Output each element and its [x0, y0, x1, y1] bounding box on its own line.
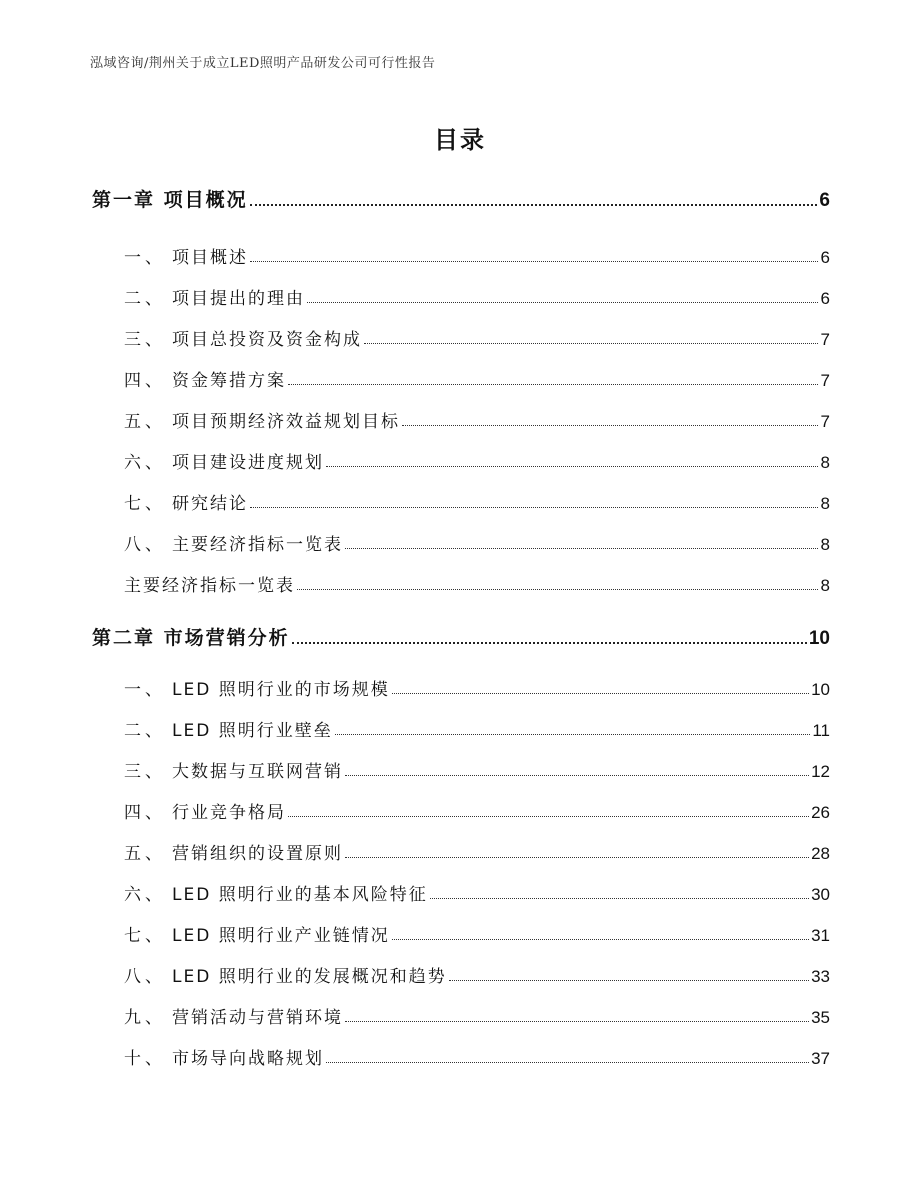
toc-page-number: 10: [808, 628, 830, 649]
dot-leader: [288, 815, 809, 817]
toc-entry-label: 大数据与互联网营销: [172, 762, 343, 782]
toc-page-number: 31: [811, 926, 830, 945]
toc-page-number: 33: [811, 967, 830, 986]
dot-leader: [345, 1020, 809, 1022]
dot-leader: [307, 301, 818, 303]
toc-entry-number: 一、: [124, 248, 166, 268]
toc-chapter-label: 第二章 市场营销分析: [92, 627, 290, 649]
toc-page-number: 8: [820, 576, 830, 595]
toc-page-number: 7: [820, 371, 830, 390]
running-header: 泓域咨询/荆州关于成立LED照明产品研发公司可行性报告: [90, 56, 436, 71]
toc-entry[interactable]: [92, 326, 830, 350]
toc-entry[interactable]: [92, 285, 830, 309]
toc-entry-label: LED 照明行业产业链情况: [172, 926, 390, 946]
toc-entry-label: 行业竞争格局: [172, 803, 286, 823]
toc-page-number: 10: [811, 680, 830, 699]
toc-entry-label: LED 照明行业的发展概况和趋势: [172, 967, 447, 987]
toc-entry-label: 项目建设进度规划: [172, 453, 324, 473]
toc-entry[interactable]: [92, 1004, 830, 1028]
toc-entry-number: 七、: [124, 494, 166, 514]
toc-entry-label: 研究结论: [172, 494, 248, 514]
toc-page-number: 12: [811, 762, 830, 781]
toc-entry[interactable]: [92, 1045, 830, 1069]
dot-leader: [392, 938, 809, 940]
toc-page-number: 26: [811, 803, 830, 822]
toc-chapter-1[interactable]: [92, 184, 830, 212]
dot-leader: [250, 506, 818, 508]
toc-entry-number: 六、: [124, 453, 166, 473]
toc-entry-table[interactable]: [92, 572, 830, 596]
toc-entry[interactable]: [92, 840, 830, 864]
toc-entry-label: 资金筹措方案: [172, 371, 286, 391]
toc-chapter-2[interactable]: [92, 622, 830, 650]
toc-entry[interactable]: [92, 449, 830, 473]
toc-entry-label: LED 照明行业的市场规模: [172, 680, 390, 700]
toc-page-number: 8: [820, 453, 830, 472]
dot-leader: [345, 856, 809, 858]
toc-entry-number: 一、: [124, 680, 166, 700]
toc-page-number: 6: [820, 248, 830, 267]
toc-entry-label: 主要经济指标一览表: [124, 576, 295, 596]
dot-leader: [250, 203, 818, 206]
toc-entry-number: 九、: [124, 1008, 166, 1028]
toc-entry[interactable]: [92, 676, 830, 700]
toc-entry-label: LED 照明行业的基本风险特征: [172, 885, 428, 905]
toc-entry[interactable]: [92, 717, 830, 741]
dot-leader: [345, 547, 818, 549]
toc-entry-number: 二、: [124, 721, 166, 741]
toc-entry-label: LED 照明行业壁垒: [172, 721, 333, 741]
dot-leader: [392, 692, 809, 694]
toc-page-number: 7: [820, 412, 830, 431]
toc-entry-number: 三、: [124, 330, 166, 350]
dot-leader: [250, 260, 818, 262]
dot-leader: [449, 979, 809, 981]
dot-leader: [402, 424, 818, 426]
page-title: 目录: [434, 126, 486, 154]
toc-entry-number: 八、: [124, 535, 166, 555]
toc-page-number: 8: [820, 494, 830, 513]
toc-entry[interactable]: [92, 963, 830, 987]
toc-chapter-label: 第一章 项目概况: [92, 189, 248, 211]
toc-entry-number: 五、: [124, 412, 166, 432]
toc-entry[interactable]: [92, 244, 830, 268]
dot-leader: [288, 383, 818, 385]
toc-entry[interactable]: [92, 758, 830, 782]
toc-entry-number: 五、: [124, 844, 166, 864]
toc-page-number: 7: [820, 330, 830, 349]
toc-page-number: 8: [820, 535, 830, 554]
toc-entry-number: 十、: [124, 1049, 166, 1069]
toc-entry-number: 三、: [124, 762, 166, 782]
toc-page-number: 30: [811, 885, 830, 904]
dot-leader: [297, 588, 818, 590]
toc-entry-label: 项目预期经济效益规划目标: [172, 412, 400, 432]
dot-leader: [326, 1061, 809, 1063]
toc-entry-number: 七、: [124, 926, 166, 946]
dot-leader: [326, 465, 818, 467]
toc-entry-label: 主要经济指标一览表: [172, 535, 343, 555]
toc-entry[interactable]: [92, 490, 830, 514]
toc-entry-label: 营销活动与营销环境: [172, 1008, 343, 1028]
toc-page-number: 6: [820, 289, 830, 308]
toc-entry-label: 营销组织的设置原则: [172, 844, 343, 864]
dot-leader: [292, 641, 807, 644]
dot-leader: [430, 897, 809, 899]
toc-entry-label: 项目概述: [172, 248, 248, 268]
toc-entry[interactable]: [92, 922, 830, 946]
dot-leader: [364, 342, 818, 344]
toc-page-number: 35: [811, 1008, 830, 1027]
toc-entry[interactable]: [92, 367, 830, 391]
toc-entry[interactable]: [92, 531, 830, 555]
toc-page-number: 37: [811, 1049, 830, 1068]
toc-entry-number: 四、: [124, 803, 166, 823]
toc-entry[interactable]: [92, 408, 830, 432]
toc-entry-label: 项目提出的理由: [172, 289, 305, 309]
toc-entry-number: 二、: [124, 289, 166, 309]
toc-entry-number: 四、: [124, 371, 166, 391]
toc-entry-number: 六、: [124, 885, 166, 905]
toc-entry-number: 八、: [124, 967, 166, 987]
dot-leader: [345, 774, 809, 776]
toc-page-number: 11: [812, 721, 830, 740]
toc-page-number: 28: [811, 844, 830, 863]
toc-entry-label: 市场导向战略规划: [172, 1049, 324, 1069]
toc-entry[interactable]: [92, 799, 830, 823]
toc-entry-label: 项目总投资及资金构成: [172, 330, 362, 350]
toc-entry[interactable]: [92, 881, 830, 905]
toc-page-number: 6: [819, 190, 830, 211]
dot-leader: [335, 733, 811, 735]
